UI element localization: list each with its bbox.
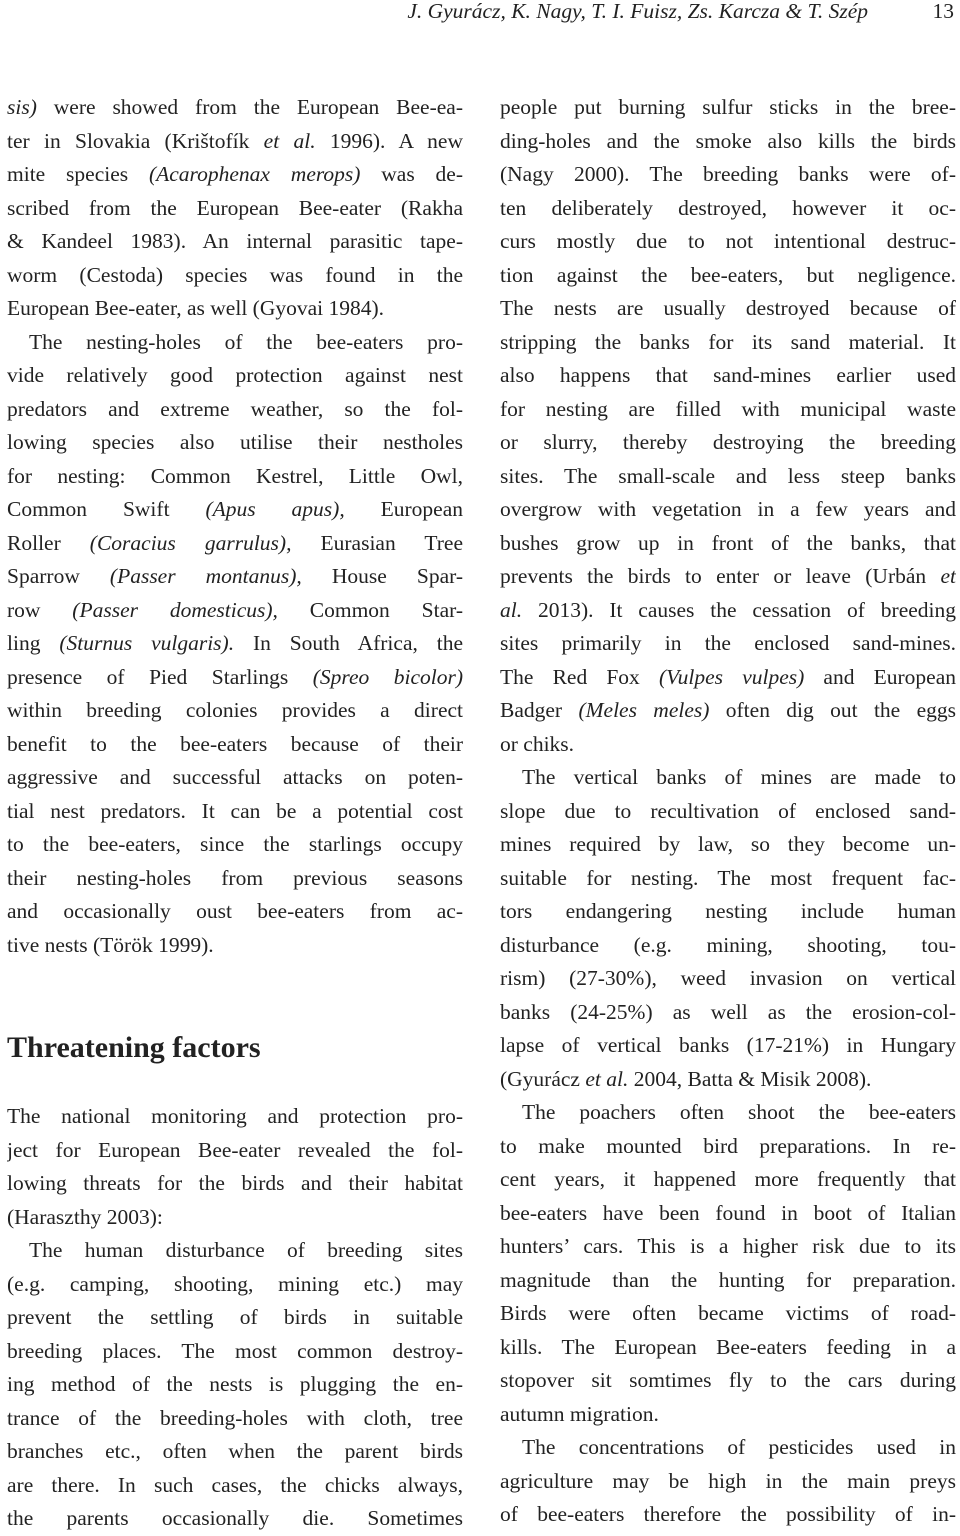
text-line: Birds were often became victims of road- xyxy=(500,1301,956,1325)
text-line: suitable for nesting. The most frequent fac- xyxy=(500,865,956,890)
text-line: magnitude than the hunting for preparation. xyxy=(500,1267,956,1292)
text-line: their nesting-holes from previous seasons xyxy=(7,865,463,890)
text-line: (Haraszthy 2003): xyxy=(7,1204,163,1229)
text-line: vide relatively good protection against nest xyxy=(7,363,463,387)
text-line: aggressive and successful attacks on poten- xyxy=(7,765,463,789)
text-line: ing method of the nests is plugging the en- xyxy=(7,1372,463,1396)
text-line: The vertical banks of mines are made to xyxy=(522,765,956,789)
text-line: row (Passer domesticus), Common Star- xyxy=(7,597,463,622)
text-line: scribed from the European Bee-eater (Rakha xyxy=(7,195,463,220)
text-line: or slurry, thereby destroying the breeding xyxy=(500,430,956,454)
text-line: branches etc., often when the parent birds xyxy=(7,1439,463,1463)
text-line: The nesting-holes of the bee-eaters pro- xyxy=(29,329,463,354)
text-line: for nesting are filled with municipal waste xyxy=(500,396,956,421)
text-line: mines required by law, so they become un- xyxy=(500,832,956,856)
text-line: trance of the breeding-holes with cloth, tree xyxy=(7,1405,463,1430)
text-line: bushes grow up in front of the banks, that xyxy=(500,530,956,555)
text-line: rism) (27-30%), weed invasion on vertical xyxy=(500,966,956,990)
text-line: and occasionally oust bee-eaters from ac- xyxy=(7,899,463,923)
text-line: Badger (Meles meles) often dig out the eggs xyxy=(500,698,956,722)
text-line: tive nests (Török 1999). xyxy=(7,932,214,957)
text-line: cent years, it happened more frequently that xyxy=(500,1167,956,1191)
page-number: 13 xyxy=(932,0,954,23)
text-line: agriculture may be high in the main preys xyxy=(500,1468,956,1493)
text-line: to make mounted bird preparations. In re- xyxy=(500,1133,956,1158)
text-line: The Red Fox (Vulpes vulpes) and European xyxy=(500,664,956,689)
text-line: tion against the bee-eaters, but negligence. xyxy=(500,262,956,287)
text-line: The human disturbance of breeding sites xyxy=(29,1238,463,1262)
text-line: disturbance (e.g. mining, shooting, tou- xyxy=(500,932,956,957)
text-line: predators and extreme weather, so the fol- xyxy=(7,396,463,421)
text-line: lowing species also utilise their nestholes xyxy=(7,430,463,454)
text-line: prevents the birds to enter or leave (Urbán et xyxy=(500,564,956,588)
text-line: of bee-eaters therefore the possibility of in- xyxy=(500,1502,956,1526)
text-line: tial nest predators. It can be a potential cost xyxy=(7,798,463,823)
text-line: tors endangering nesting include human xyxy=(500,899,956,923)
text-line: mite species (Acarophenax merops) was de- xyxy=(7,162,463,186)
text-line: (Nagy 2000). The breeding banks were of- xyxy=(500,162,956,186)
text-line: (e.g. camping, shooting, mining etc.) may xyxy=(7,1271,463,1296)
text-line: presence of Pied Starlings (Spreo bicolor) xyxy=(7,664,463,689)
text-line: within breeding colonies provides a direct xyxy=(7,698,463,722)
text-line: The national monitoring and protection pro- xyxy=(7,1104,463,1128)
text-line: or chiks. xyxy=(500,731,575,756)
text-line: kills. The European Bee-eaters feeding in a xyxy=(500,1334,956,1359)
text-line: sites primarily in the enclosed sand-mines. xyxy=(500,631,956,655)
text-line: Common Swift (Apus apus), European xyxy=(7,497,463,521)
text-line: ject for European Bee-eater revealed the fol- xyxy=(7,1137,463,1162)
text-line: ding-holes and the smoke also kills the birds xyxy=(500,128,956,153)
text-line: lapse of vertical banks (17-21%) in Hungary xyxy=(500,1033,956,1057)
section-heading: Threatening factors xyxy=(7,1031,261,1064)
text-line: ling (Sturnus vulgaris). In South Africa, the xyxy=(7,631,463,655)
text-line: sites. The small-scale and less steep banks xyxy=(500,463,956,488)
text-line: Sparrow (Passer montanus), House Spar- xyxy=(7,564,463,588)
text-line: lowing threats for the birds and their habitat xyxy=(7,1171,463,1195)
text-line: benefit to the bee-eaters because of their xyxy=(7,731,463,756)
text-line: slope due to recultivation of enclosed sand- xyxy=(500,798,956,823)
text-line: bee-eaters have been found in boot of Italian xyxy=(500,1200,956,1225)
text-line: banks (24-25%) as well as the erosion-col- xyxy=(500,999,956,1024)
text-line: stopover sit somtimes fly to the cars during xyxy=(500,1368,956,1392)
text-line: The poachers often shoot the bee-eaters xyxy=(522,1100,956,1124)
text-line: also happens that sand-mines earlier used xyxy=(500,363,956,387)
text-line: ten deliberately destroyed, however it oc- xyxy=(500,195,956,220)
running-header-authors: J. Gyurácz, K. Nagy, T. I. Fuisz, Zs. Karcza & T. Szép xyxy=(407,0,868,23)
text-line: are there. In such cases, the chicks always, xyxy=(7,1472,463,1497)
text-line: curs mostly due to not intentional destruc- xyxy=(500,229,956,253)
text-line: (Gyurácz et al. 2004, Batta & Misik 2008). xyxy=(500,1066,872,1091)
text-line: al. 2013). It causes the cessation of breeding xyxy=(500,597,956,622)
left-text-column xyxy=(7,91,463,1536)
text-line: The nests are usually destroyed because of xyxy=(500,296,956,320)
text-line: prevent the settling of birds in suitable xyxy=(7,1305,463,1329)
text-line: autumn migration. xyxy=(500,1401,659,1426)
text-line: the parents occasionally die. Sometimes xyxy=(7,1506,463,1530)
text-line: overgrow with vegetation in a few years and xyxy=(500,497,956,521)
text-line: breeding places. The most common destroy- xyxy=(7,1338,463,1363)
text-line: for nesting: Common Kestrel, Little Owl, xyxy=(7,463,463,488)
text-line: European Bee-eater, as well (Gyovai 1984). xyxy=(7,296,385,320)
running-header xyxy=(0,0,960,28)
text-line: to the bee-eaters, since the starlings occupy xyxy=(7,832,463,856)
text-line: hunters’ cars. This is a higher risk due to its xyxy=(500,1234,956,1258)
text-line: worm (Cestoda) species was found in the xyxy=(7,262,463,287)
text-line: people put burning sulfur sticks in the bree- xyxy=(500,95,956,119)
right-text-column xyxy=(500,91,956,1532)
heading-gap xyxy=(7,1093,463,1100)
text-line: & Kandeel 1983). An internal parasitic tape- xyxy=(7,229,463,253)
text-line: Roller (Coracius garrulus), Eurasian Tree xyxy=(7,530,463,555)
text-line: The concentrations of pesticides used in xyxy=(522,1435,956,1459)
section-gap xyxy=(7,962,463,1003)
text-line: ter in Slovakia (Krištofík et al. 1996). A new xyxy=(7,128,463,153)
text-line: sis) were showed from the European Bee-ea- xyxy=(7,95,463,119)
text-line: stripping the banks for its sand material. It xyxy=(500,329,956,354)
